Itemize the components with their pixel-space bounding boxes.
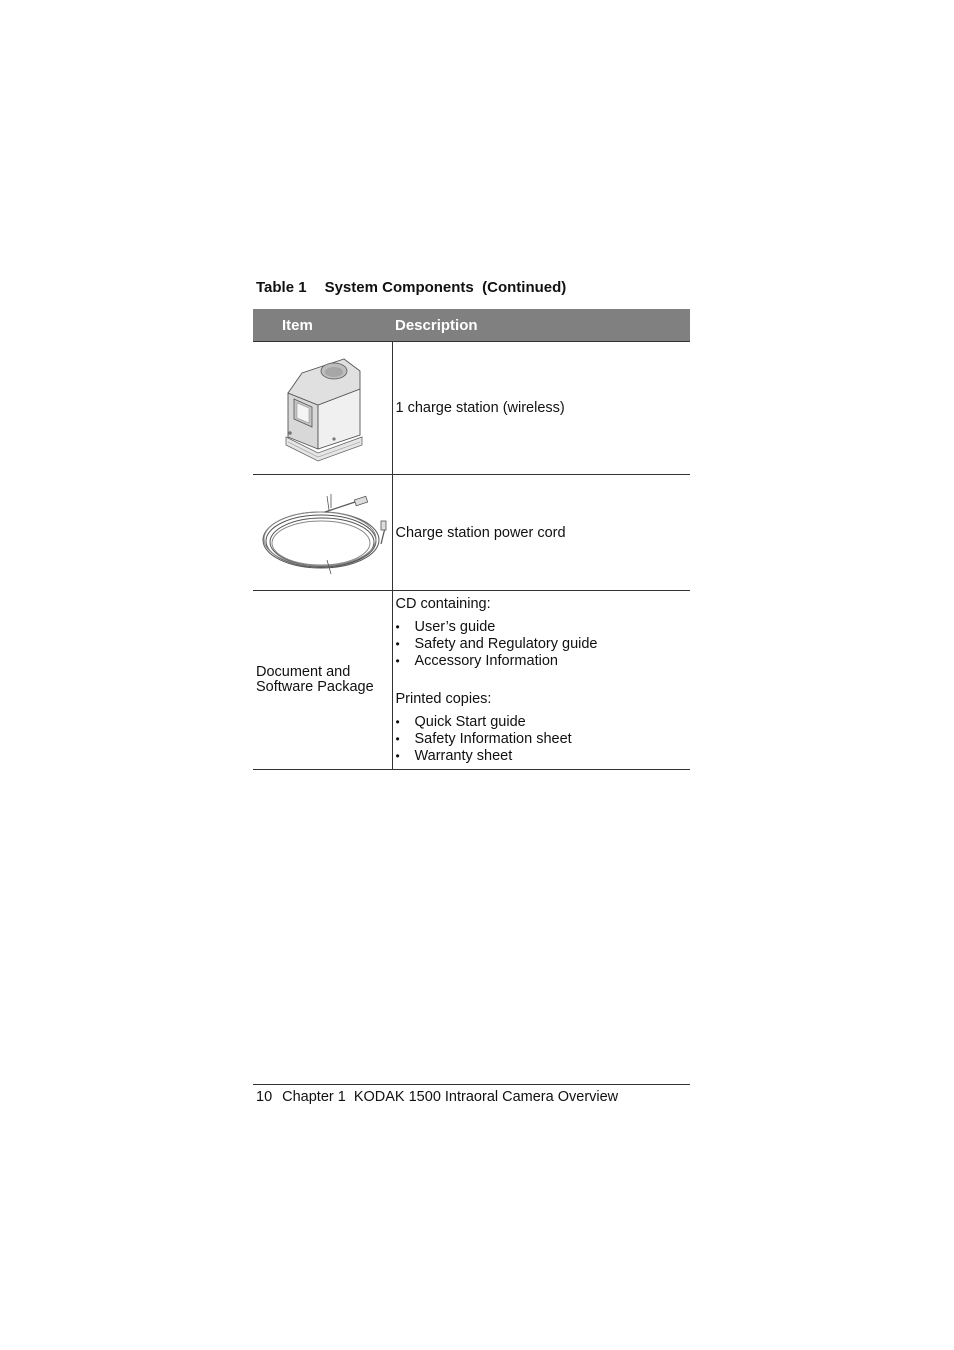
description-cell [392, 591, 690, 770]
charge-station-image [278, 353, 370, 463]
table-caption [256, 279, 566, 296]
description-cell [392, 342, 690, 475]
list-item: • Quick Start guide [396, 714, 691, 731]
table-header-row [253, 309, 690, 342]
page-footer [256, 1089, 618, 1105]
description-cell [392, 475, 690, 591]
table-row [253, 342, 690, 475]
list-item: • Accessory Information [396, 653, 691, 670]
footer-chapter: Chapter 1 [282, 1089, 346, 1105]
item-cell [253, 591, 392, 770]
printed-copies-list [396, 714, 691, 765]
description-text: Charge station power cord [395, 524, 566, 541]
printed-heading: Printed copies: [395, 690, 492, 707]
footer-divider [253, 1084, 690, 1085]
list-item: • Warranty sheet [396, 748, 691, 765]
item-text [256, 665, 392, 695]
item-text-line-2: Software Package [256, 679, 374, 695]
item-cell [253, 342, 392, 475]
item-text-line-1: Document and [256, 664, 351, 680]
table-title-suffix: (Continued) [482, 279, 567, 296]
system-components-table [253, 309, 690, 770]
item-cell [253, 475, 392, 591]
table-title: System Components [324, 279, 474, 296]
column-header-description: Description [392, 309, 690, 342]
description-text: 1 charge station (wireless) [395, 400, 565, 416]
list-item: • Safety and Regulatory guide [396, 636, 691, 653]
table-number: Table 1 [256, 279, 307, 296]
page-number: 10 [256, 1089, 273, 1105]
column-header-item: Item [253, 309, 392, 342]
power-cord-image [259, 488, 389, 578]
list-item: • User’s guide [396, 619, 691, 636]
footer-chapter-title: KODAK 1500 Intraoral Camera Overview [353, 1089, 619, 1105]
list-item: • Safety Information sheet [396, 731, 691, 748]
cd-heading: CD containing: [395, 595, 491, 612]
table-row [253, 591, 690, 770]
table-row [253, 475, 690, 591]
cd-contents-list [396, 619, 691, 670]
